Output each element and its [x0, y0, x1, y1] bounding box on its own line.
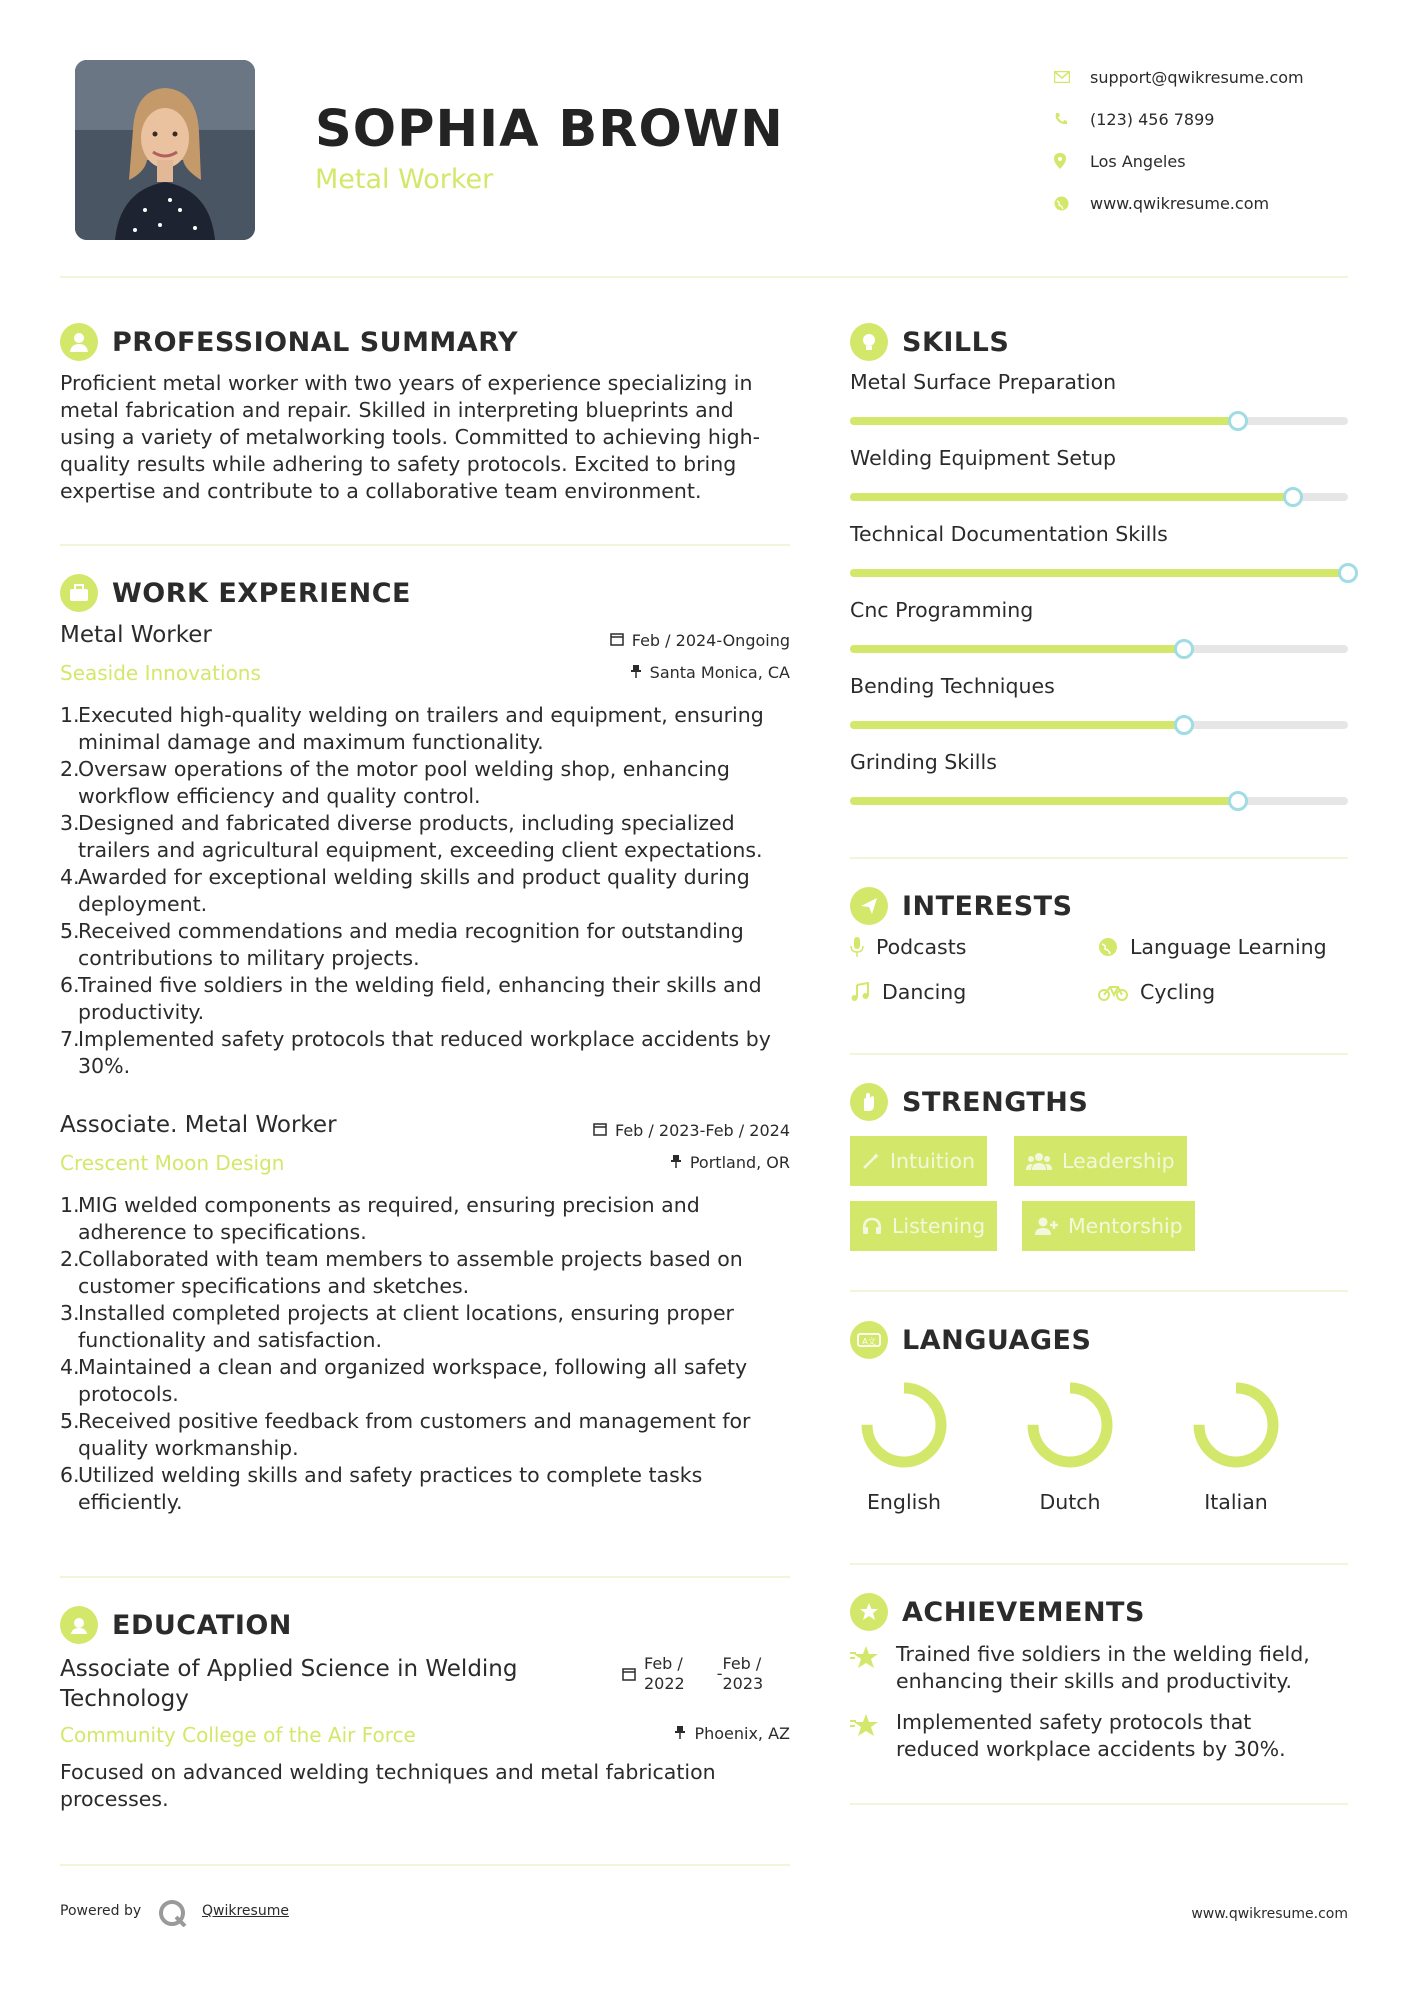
strength-chip	[1014, 1136, 1187, 1186]
list-item: 7. Implemented safety protocols that reduced workplace accidents by 30%.	[60, 1027, 771, 1078]
skill-bar-fill	[850, 797, 1238, 805]
footer-site[interactable]: www.qwikresume.com	[1191, 1906, 1348, 1922]
education-divider	[60, 1864, 790, 1866]
contact-location-text: Los Angeles	[1090, 151, 1186, 171]
list-item: 1. MIG welded components as required, ensuring precision and adherence to specifications.	[60, 1193, 700, 1244]
interest-item	[850, 935, 966, 959]
language-ring	[1025, 1380, 1115, 1470]
interest-item	[1098, 980, 1215, 1004]
languages-heading	[850, 1321, 1091, 1359]
interest-label: Language Learning	[1130, 935, 1327, 959]
skill-bar-knob	[1283, 487, 1303, 507]
profile-photo	[75, 60, 255, 240]
skill-name: Bending Techniques	[850, 674, 1055, 698]
contact-website-text: www.qwikresume.com	[1090, 193, 1270, 213]
job-company: Crescent Moon Design	[60, 1151, 285, 1175]
list-item: 2. Collaborated with team members to assemble projects based on customer specifications and sketches.	[60, 1247, 743, 1298]
skill-bar	[850, 797, 1348, 805]
list-item: 3. Designed and fabricated diverse products, including specialized trailers and agricultural equipment, exceeding client expectations.	[60, 811, 763, 862]
language-name: English	[866, 1490, 942, 1514]
job-location	[670, 1153, 790, 1172]
map-pin-icon	[1050, 153, 1090, 169]
powered-by-label: Powered by	[60, 1903, 142, 1919]
job-location	[630, 663, 790, 682]
skill-name: Metal Surface Preparation	[850, 370, 1117, 394]
pin-icon	[670, 1153, 682, 1172]
skill-bar-knob	[1228, 791, 1248, 811]
skill-bar-fill	[850, 493, 1293, 501]
summary-line: Proficient metal worker with two years of experience specializing in	[60, 371, 753, 395]
contact-location	[1050, 140, 1370, 182]
candidate-name: SOPHIA BROWN	[315, 100, 784, 159]
job-title: Associate. Metal Worker	[60, 1112, 337, 1138]
interests-heading-label: INTERESTS	[902, 890, 1073, 922]
headphones-icon	[862, 1217, 882, 1235]
skill-bar-knob	[1174, 715, 1194, 735]
skill-name: Technical Documentation Skills	[850, 522, 1168, 546]
contact-phone-text: (123) 456 7899	[1090, 109, 1215, 129]
strengths-heading	[850, 1083, 1088, 1121]
contact-email[interactable]	[1050, 56, 1370, 98]
person-portrait-icon	[75, 60, 255, 240]
list-item: 4. Maintained a clean and organized workspace, following all safety protocols.	[60, 1355, 748, 1406]
summary-line: quality results while adhering to safety protocols. Excited to bring	[60, 452, 737, 476]
language-ring	[1191, 1380, 1281, 1470]
skill-bar-knob	[1174, 639, 1194, 659]
language-name: Italian	[1204, 1490, 1268, 1514]
list-item: 5. Received positive feedback from customers and management for quality workmanship.	[60, 1409, 751, 1460]
magic-wand-icon	[862, 1152, 880, 1170]
skill-bar-fill	[850, 569, 1348, 577]
interest-label: Cycling	[1140, 980, 1216, 1004]
interest-label: Podcasts	[876, 935, 967, 959]
skill-name: Grinding Skills	[850, 750, 997, 774]
education-heading	[60, 1606, 292, 1644]
job-bullets	[60, 702, 800, 1080]
school-name: Community College of the Air Force	[60, 1723, 416, 1747]
user-icon	[60, 323, 98, 361]
list-item: 6. Utilized welding skills and safety practices to complete tasks efficiently.	[60, 1463, 703, 1514]
list-item: 3. Installed completed projects at client locations, ensuring proper functionality and satisfaction.	[60, 1301, 734, 1352]
music-note-icon	[850, 982, 870, 1002]
skills-divider	[850, 857, 1348, 859]
job-location-text: Portland, OR	[689, 1153, 790, 1172]
users-icon	[1026, 1151, 1052, 1171]
envelope-icon	[1050, 71, 1090, 83]
strength-chip	[1022, 1201, 1195, 1251]
interest-item	[1098, 935, 1327, 959]
languages-heading-label: LANGUAGES	[902, 1324, 1092, 1356]
job-dates	[593, 1121, 790, 1140]
languages-divider	[850, 1563, 1348, 1565]
star-icon	[850, 1641, 896, 1695]
degree-line: Technology	[60, 1686, 189, 1712]
summary-text	[60, 370, 800, 505]
language-ring	[859, 1380, 949, 1470]
candidate-title: Metal Worker	[315, 164, 494, 195]
interests-divider	[850, 1053, 1348, 1055]
education-location-text: Phoenix, AZ	[694, 1724, 790, 1743]
strength-chip	[850, 1136, 987, 1186]
education-dates	[622, 1654, 763, 1694]
interests-heading	[850, 887, 1073, 925]
pin-icon	[630, 663, 642, 682]
calendar-icon	[593, 1121, 607, 1140]
contact-website[interactable]	[1050, 182, 1370, 224]
user-plus-icon	[1034, 1216, 1058, 1236]
header-divider	[60, 276, 1348, 278]
contact-block	[1050, 56, 1370, 224]
skill-bar	[850, 645, 1348, 653]
job-dates-text: Feb / 2024-Ongoing	[631, 631, 790, 650]
achievement-line: reduced workplace accidents by 30%.	[896, 1737, 1286, 1761]
interest-label: Dancing	[882, 980, 967, 1004]
strength-label: Leadership	[1062, 1149, 1175, 1173]
education-desc-line: processes.	[60, 1787, 169, 1811]
list-item: 2. Oversaw operations of the motor pool welding shop, enhancing workflow efficiency and quality control.	[60, 757, 730, 808]
job-title: Metal Worker	[60, 622, 212, 648]
hand-icon	[850, 1083, 888, 1121]
skill-bar	[850, 417, 1348, 425]
experience-heading-label: WORK EXPERIENCE	[112, 577, 411, 609]
language-ring-arc	[1033, 1388, 1107, 1462]
pin-icon	[674, 1724, 686, 1743]
education-desc-line: Focused on advanced welding techniques and metal fabrication	[60, 1760, 716, 1784]
calendar-icon	[610, 631, 624, 650]
skill-bar-fill	[850, 417, 1238, 425]
skill-name: Welding Equipment Setup	[850, 446, 1117, 470]
experience-heading	[60, 574, 411, 612]
skill-bar	[850, 569, 1348, 577]
skill-bar	[850, 493, 1348, 501]
job-bullets	[60, 1192, 800, 1516]
summary-line: metal fabrication and repair. Skilled in interpreting blueprints and	[60, 398, 734, 422]
globe-icon	[1098, 937, 1118, 957]
summary-line: expertise and contribute to a collaborative team environment.	[60, 479, 702, 503]
list-item: 5. Received commendations and media recognition for outstanding contributions to military projects.	[60, 919, 744, 970]
skill-bar-knob	[1338, 563, 1358, 583]
qwikresume-logo-icon	[158, 1899, 188, 1931]
education-heading-label: EDUCATION	[112, 1609, 292, 1641]
education-description	[60, 1759, 800, 1813]
lightbulb-icon	[850, 323, 888, 361]
strength-chip	[850, 1201, 997, 1251]
skills-heading	[850, 323, 1009, 361]
star-icon	[850, 1709, 896, 1763]
skill-name: Cnc Programming	[850, 598, 1034, 622]
trophy-icon	[850, 1593, 888, 1631]
achievement-item	[850, 1641, 1310, 1695]
briefcase-icon	[60, 574, 98, 612]
list-item: 1. Executed high-quality welding on trailers and equipment, ensuring minimal damage and maximum functionality.	[60, 703, 764, 754]
phone-icon	[1050, 112, 1090, 126]
job-company: Seaside Innovations	[60, 661, 261, 685]
education-start: Feb / 2022	[644, 1654, 685, 1693]
microphone-icon	[850, 937, 864, 957]
job-dates	[610, 631, 790, 650]
list-item: 4. Awarded for exceptional welding skills and product quality during deployment.	[60, 865, 750, 916]
calendar-icon	[622, 1654, 636, 1686]
qwikresume-link[interactable]: Qwikresume	[202, 1903, 289, 1919]
language-ring-arc	[867, 1388, 941, 1462]
svg-text:A文: A文	[862, 1337, 876, 1346]
achievement-item	[850, 1709, 1286, 1763]
skills-heading-label: SKILLS	[902, 326, 1010, 358]
language-icon	[850, 1321, 888, 1359]
education-location	[674, 1724, 790, 1743]
bicycle-icon	[1098, 982, 1128, 1002]
paper-plane-icon	[850, 887, 888, 925]
skill-bar	[850, 721, 1348, 729]
summary-heading	[60, 323, 518, 361]
strengths-heading-label: STRENGTHS	[902, 1086, 1089, 1118]
strength-label: Mentorship	[1068, 1214, 1183, 1238]
degree-title	[60, 1654, 517, 1714]
contact-email-text: support@qwikresume.com	[1090, 67, 1304, 87]
contact-phone[interactable]	[1050, 98, 1370, 140]
achievements-heading-label: ACHIEVEMENTS	[902, 1596, 1145, 1628]
achievements-heading	[850, 1593, 1145, 1631]
education-end: - Feb / 2023	[716, 1654, 764, 1693]
summary-divider	[60, 544, 790, 546]
graduation-icon	[60, 1606, 98, 1644]
globe-icon	[1050, 196, 1090, 211]
list-item: 6. Trained five soldiers in the welding field, enhancing their skills and productivity.	[60, 973, 762, 1024]
language-ring-arc	[1199, 1388, 1273, 1462]
experience-divider	[60, 1576, 790, 1578]
interest-item	[850, 980, 966, 1004]
achievement-line: enhancing their skills and productivity.	[896, 1669, 1292, 1693]
language-name: Dutch	[1039, 1490, 1101, 1514]
achievement-line: Trained five soldiers in the welding field,	[896, 1642, 1310, 1666]
achievements-divider	[850, 1803, 1348, 1805]
strength-label: Listening	[892, 1214, 986, 1238]
degree-line: Associate of Applied Science in Welding	[60, 1656, 518, 1682]
achievement-line: Implemented safety protocols that	[896, 1710, 1252, 1734]
job-location-text: Santa Monica, CA	[649, 663, 790, 682]
summary-line: using a variety of metalworking tools. Committed to achieving high-	[60, 425, 760, 449]
summary-heading-label: PROFESSIONAL SUMMARY	[112, 326, 519, 358]
skill-bar-fill	[850, 645, 1184, 653]
skill-bar-knob	[1228, 411, 1248, 431]
skill-bar-fill	[850, 721, 1184, 729]
strengths-divider	[850, 1290, 1348, 1292]
job-dates-text: Feb / 2023-Feb / 2024	[615, 1121, 790, 1140]
strength-label: Intuition	[890, 1149, 976, 1173]
